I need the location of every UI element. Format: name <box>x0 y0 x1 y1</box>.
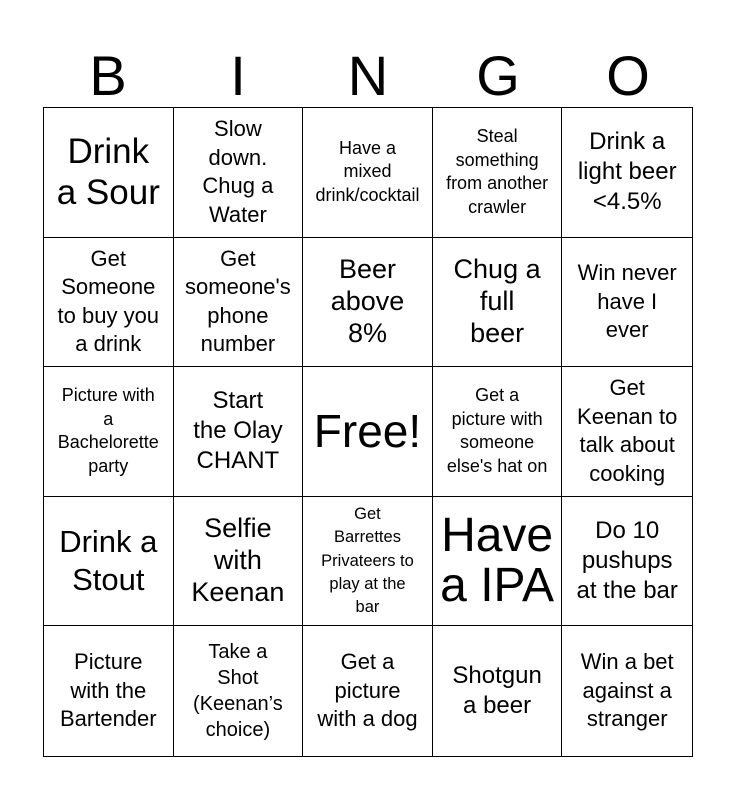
cell-text: Steal something from another crawler <box>446 125 549 218</box>
header-letter-n: N <box>347 44 389 107</box>
cell-text: Have a IPA <box>440 508 555 613</box>
header-letter-b: B <box>89 44 127 107</box>
cell-text: Chug a full beer <box>453 254 541 348</box>
bingo-cell-r1-c2[interactable] <box>174 108 304 238</box>
cell-text: Get Someone to buy you a drink <box>57 245 160 357</box>
bingo-cell-r2-c1[interactable] <box>44 238 174 368</box>
cell-text: Get a picture with someone else's hat on <box>446 384 548 477</box>
bingo-cell-r5-c2[interactable] <box>174 626 304 756</box>
bingo-cell-r3-c5[interactable] <box>562 367 692 497</box>
cell-text: Win a bet against a stranger <box>580 649 674 732</box>
header-letter-i: I <box>230 44 246 107</box>
bingo-cell-r3-c2[interactable] <box>174 367 304 497</box>
bingo-board <box>43 107 693 757</box>
bingo-cell-r5-c4[interactable] <box>433 626 563 756</box>
bingo-cell-r4-c1[interactable] <box>44 497 174 627</box>
cell-text: Drink a light beer <4.5% <box>577 128 677 216</box>
bingo-cell-r4-c5[interactable] <box>562 497 692 627</box>
cell-text: Take a Shot (Keenan’s choice) <box>193 641 283 742</box>
bingo-cell-r4-c4[interactable] <box>433 497 563 627</box>
bingo-cell-r3-c3-free[interactable] <box>303 367 433 497</box>
bingo-header <box>43 44 693 108</box>
bingo-cell-r1-c4[interactable] <box>433 108 563 238</box>
header-letter-g: G <box>476 44 520 107</box>
cell-text: Have a mixed drink/cocktail <box>315 137 420 206</box>
cell-text: Do 10 pushups at the bar <box>576 517 678 605</box>
cell-text: Get Keenan to talk about cooking <box>577 375 678 487</box>
cell-text: Drink a Stout <box>59 523 158 598</box>
cell-text: Get a picture with a dog <box>317 649 418 732</box>
cell-text: Slow down. Chug a Water <box>202 116 274 227</box>
bingo-cell-r2-c4[interactable] <box>433 238 563 368</box>
cell-text: Drink a Sour <box>56 132 160 213</box>
bingo-cell-r2-c5[interactable] <box>562 238 692 368</box>
bingo-cell-r2-c3[interactable] <box>303 238 433 368</box>
cell-text: Get someone's phone number <box>185 245 291 357</box>
bingo-cell-r5-c5[interactable] <box>562 626 692 756</box>
bingo-cell-r3-c1[interactable] <box>44 367 174 497</box>
free-space-text: Free! <box>313 405 422 458</box>
bingo-cell-r4-c2[interactable] <box>174 497 304 627</box>
cell-text: Start the Olay CHANT <box>193 387 283 475</box>
cell-text: Picture with the Bartender <box>59 649 157 732</box>
bingo-cell-r1-c3[interactable] <box>303 108 433 238</box>
cell-text: Selfie with Keenan <box>191 513 285 608</box>
cell-text: Beer above 8% <box>330 254 405 348</box>
cell-text: Get Barrettes Privateers to play at the bar <box>321 505 414 616</box>
cell-text: Shotgun a beer <box>452 662 542 720</box>
cell-text: Picture with a Bachelorette party <box>57 384 159 477</box>
header-letter-o: O <box>606 44 650 107</box>
bingo-cell-r2-c2[interactable] <box>174 238 304 368</box>
bingo-cell-r1-c5[interactable] <box>562 108 692 238</box>
bingo-cell-r4-c3[interactable] <box>303 497 433 627</box>
bingo-cell-r5-c1[interactable] <box>44 626 174 756</box>
bingo-cell-r5-c3[interactable] <box>303 626 433 756</box>
cell-text: Win never have I ever <box>577 260 677 343</box>
bingo-cell-r3-c4[interactable] <box>433 367 563 497</box>
bingo-cell-r1-c1[interactable] <box>44 108 174 238</box>
